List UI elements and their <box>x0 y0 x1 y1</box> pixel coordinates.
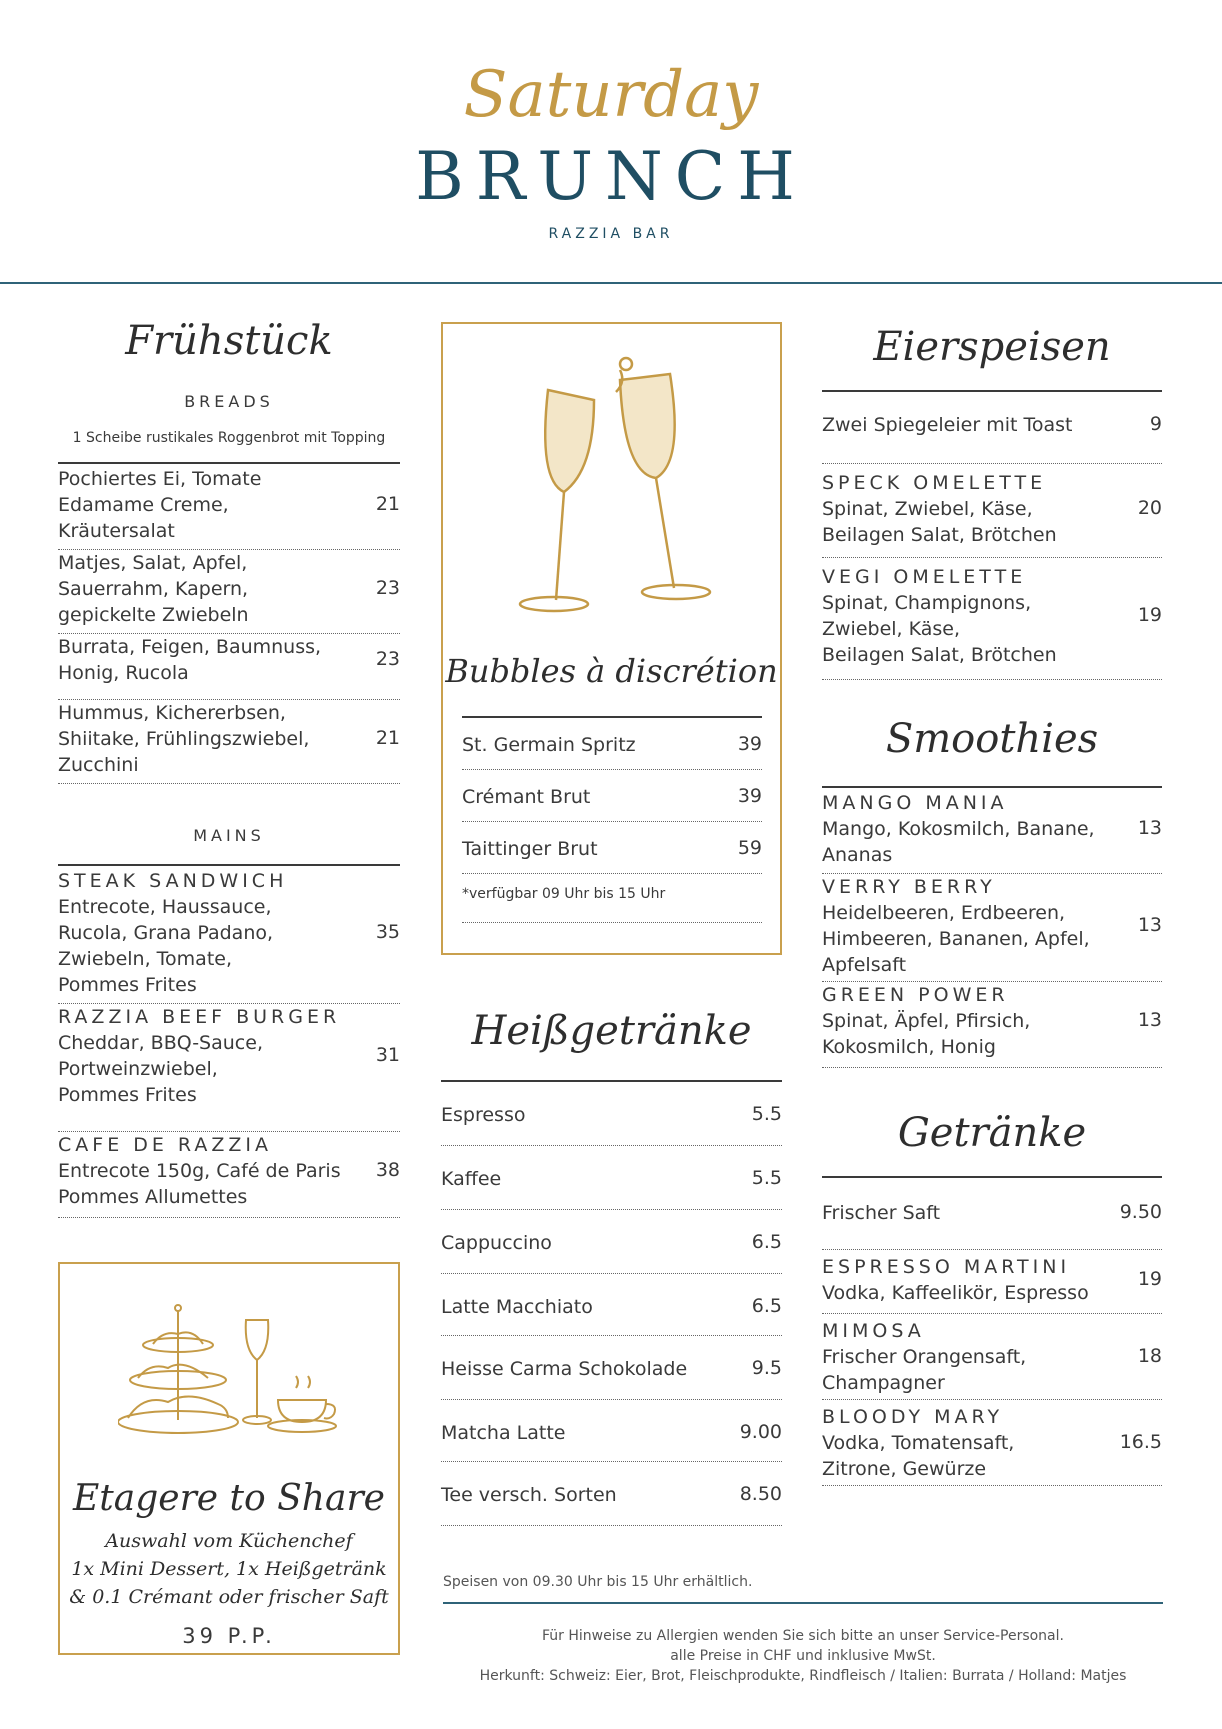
bubbles-item <box>462 770 762 822</box>
getraenke-item-text: Zitrone, Gewürze <box>822 1458 987 1480</box>
breads-item-text: Honig, Rucola <box>58 662 189 684</box>
eier-item-price: 20 <box>1137 497 1162 519</box>
breads-note: 1 Scheibe rustikales Roggenbrot mit Topping <box>72 430 386 446</box>
getraenke-divider <box>822 1176 1162 1178</box>
breads-item-text: Burrata, Feigen, Baumnuss, <box>58 636 322 658</box>
bubbles-note-divider <box>462 922 762 923</box>
getraenke-item-text: Vodka, Kaffeelikör, Espresso <box>822 1282 1089 1304</box>
etagere-heading: Etagere to Share <box>73 1478 385 1519</box>
eier-item-text: Beilagen Salat, Brötchen <box>822 644 1057 666</box>
bubbles-item-price: 59 <box>737 837 762 859</box>
heiss-item-text: Espresso <box>441 1104 526 1126</box>
bubbles-item-text: Taittinger Brut <box>462 838 598 860</box>
eier-item-text: Beilagen Salat, Brötchen <box>822 524 1057 546</box>
etagere-line-1: Auswahl vom Küchenchef <box>105 1530 353 1552</box>
header-script-title: Saturday <box>463 58 759 132</box>
eier-item-name: SPECK OMELETTE <box>822 472 1047 494</box>
mains-item-text: Pommes Frites <box>58 974 197 996</box>
smoothies-item-name: VERRY BERRY <box>822 876 996 898</box>
breads-item-price: 21 <box>375 493 400 515</box>
getraenke-item-price: 19 <box>1137 1268 1162 1290</box>
breads-item-text: Zucchini <box>58 754 139 776</box>
bubbles-item-price: 39 <box>737 785 762 807</box>
smoothies-item-price: 13 <box>1137 817 1162 839</box>
getraenke-heading: Getränke <box>897 1110 1087 1156</box>
header-divider <box>0 282 1222 284</box>
breads-item <box>58 700 400 784</box>
mains-item-text: Pommes Allumettes <box>58 1186 248 1208</box>
smoothies-item-text: Heidelbeeren, Erdbeeren, <box>822 902 1066 924</box>
mains-item-price: 31 <box>375 1044 400 1066</box>
getraenke-item-price: 9.50 <box>1119 1201 1162 1223</box>
heiss-item-text: Latte Macchiato <box>441 1296 593 1318</box>
heiss-item <box>441 1146 782 1210</box>
breads-divider <box>58 462 400 464</box>
fruehstueck-heading: Frühstück <box>125 318 333 364</box>
breads-item <box>58 550 400 634</box>
heiss-item-text: Heisse Carma Schokolade <box>441 1358 688 1380</box>
heiss-item-text: Matcha Latte <box>441 1422 566 1444</box>
eier-item-text: Zwei Spiegeleier mit Toast <box>822 414 1073 436</box>
eier-item-price: 9 <box>1149 413 1162 435</box>
getraenke-item-text: Frischer Orangensaft, <box>822 1346 1027 1368</box>
bubbles-item <box>462 822 762 874</box>
heiss-item-price: 5.5 <box>751 1103 782 1125</box>
header-subtitle: RAZZIA BAR <box>548 226 674 242</box>
mains-item-name: STEAK SANDWICH <box>58 870 288 892</box>
eier-item-name: VEGI OMELETTE <box>822 566 1027 588</box>
breads-item-text: Pochiertes Ei, Tomate <box>58 468 262 490</box>
smoothies-item-price: 13 <box>1137 914 1162 936</box>
breads-item-text: Matjes, Salat, Apfel, <box>58 552 248 574</box>
mains-item-text: Zwiebeln, Tomate, <box>58 948 233 970</box>
breads-item-price: 21 <box>375 727 400 749</box>
getraenke-item <box>822 1314 1162 1400</box>
smoothies-item-text: Apfelsaft <box>822 954 907 976</box>
getraenke-item-text: Champagner <box>822 1372 945 1394</box>
heiss-item <box>441 1210 782 1274</box>
breads-item-text: Hummus, Kichererbsen, <box>58 702 286 724</box>
mains-item-text: Rucola, Grana Padano, <box>58 922 274 944</box>
heiss-item <box>441 1336 782 1400</box>
getraenke-item <box>822 1250 1162 1314</box>
heiss-item-text: Tee versch. Sorten <box>441 1484 617 1506</box>
mains-item-text: Entrecote 150g, Café de Paris <box>58 1160 341 1182</box>
mains-divider <box>58 864 400 866</box>
heiss-item-text: Kaffee <box>441 1168 502 1190</box>
heiss-item <box>441 1400 782 1462</box>
heiss-heading: Heißgetränke <box>471 1008 752 1054</box>
breads-item-text: Shiitake, Frühlingszwiebel, <box>58 728 310 750</box>
footer-hours: Speisen von 09.30 Uhr bis 15 Uhr erhältlich. <box>443 1574 753 1590</box>
heiss-item <box>441 1274 782 1336</box>
eier-item <box>822 394 1162 464</box>
breads-item-text: Sauerrahm, Kapern, <box>58 578 249 600</box>
bubbles-item-text: St. Germain Spritz <box>462 734 636 756</box>
bubbles-item <box>462 720 762 770</box>
getraenke-item <box>822 1180 1162 1250</box>
heiss-item-price: 5.5 <box>751 1167 782 1189</box>
eier-item-text: Zwiebel, Käse, <box>822 618 961 640</box>
mains-item-text: Pommes Frites <box>58 1084 197 1106</box>
mains-item-price: 35 <box>375 921 400 943</box>
eier-item <box>822 558 1162 680</box>
footer-line-3: Herkunft: Schweiz: Eier, Brot, Fleischprodukte, Rindfleisch / Italien: Burrata / Holland: Matjes <box>479 1668 1127 1684</box>
heiss-item <box>441 1084 782 1146</box>
eier-item-text: Spinat, Champignons, <box>822 592 1032 614</box>
smoothies-item-text: Mango, Kokosmilch, Banane, <box>822 818 1095 840</box>
heiss-divider <box>441 1080 782 1082</box>
etagere-line-2: 1x Mini Dessert, 1x Heißgetränk <box>71 1558 387 1580</box>
breads-item-price: 23 <box>375 577 400 599</box>
heiss-item-price: 6.5 <box>751 1231 782 1253</box>
smoothies-heading: Smoothies <box>885 716 1099 762</box>
heiss-item-price: 9.00 <box>739 1421 782 1443</box>
heiss-item <box>441 1462 782 1526</box>
mains-item-price: 38 <box>375 1159 400 1181</box>
smoothies-item <box>822 982 1162 1068</box>
mains-item <box>58 1132 400 1218</box>
eier-item <box>822 464 1162 558</box>
getraenke-item-name: ESPRESSO MARTINI <box>822 1256 1071 1278</box>
mains-item <box>58 1004 400 1132</box>
footer-divider <box>443 1602 1163 1604</box>
heiss-item-price: 9.5 <box>751 1357 782 1379</box>
breads-item-price: 23 <box>375 648 400 670</box>
heiss-item-price: 8.50 <box>739 1483 782 1505</box>
heiss-item-text: Cappuccino <box>441 1232 552 1254</box>
etagere-line-3: & 0.1 Crémant oder frischer Saft <box>69 1586 389 1608</box>
breads-label: BREADS <box>184 392 274 411</box>
getraenke-item-name: MIMOSA <box>822 1320 925 1342</box>
smoothies-item-name: MANGO MANIA <box>822 792 1008 814</box>
mains-item-text: Cheddar, BBQ-Sauce, <box>58 1032 263 1054</box>
mains-item-text: Portweinzwiebel, <box>58 1058 218 1080</box>
smoothies-item <box>822 790 1162 874</box>
footer-line-1: Für Hinweise zu Allergien wenden Sie sich bitte an unser Service-Personal. <box>542 1628 1064 1644</box>
getraenke-item-price: 16.5 <box>1119 1431 1162 1453</box>
getraenke-item-text: Vodka, Tomatensaft, <box>822 1432 1015 1454</box>
header-title: BRUNCH <box>415 138 807 215</box>
smoothies-item-text: Himbeeren, Bananen, Apfel, <box>822 928 1090 950</box>
getraenke-item-name: BLOODY MARY <box>822 1406 1004 1428</box>
mains-label: MAINS <box>193 826 265 845</box>
mains-item-name: RAZZIA BEEF BURGER <box>58 1006 341 1028</box>
eier-item-text: Spinat, Zwiebel, Käse, <box>822 498 1033 520</box>
mains-item <box>58 868 400 1004</box>
getraenke-item <box>822 1400 1162 1486</box>
bubbles-divider <box>462 716 762 718</box>
smoothies-item-text: Spinat, Äpfel, Pfirsich, <box>822 1010 1031 1032</box>
breads-item-text: Edamame Creme, <box>58 494 229 516</box>
smoothies-item <box>822 874 1162 982</box>
breads-item <box>58 466 400 550</box>
mains-item-name: CAFE DE RAZZIA <box>58 1134 272 1156</box>
eier-heading: Eierspeisen <box>873 324 1111 370</box>
footer-line-2: alle Preise in CHF und inklusive MwSt. <box>670 1648 936 1664</box>
getraenke-item-text: Frischer Saft <box>822 1202 941 1224</box>
smoothies-item-price: 13 <box>1137 1009 1162 1031</box>
smoothies-item-text: Kokosmilch, Honig <box>822 1036 996 1058</box>
breads-item-text: gepickelte Zwiebeln <box>58 604 249 626</box>
champagne-glasses-illustration <box>500 350 730 630</box>
getraenke-item-price: 18 <box>1137 1345 1162 1367</box>
smoothies-divider <box>822 786 1162 788</box>
bubbles-note: *verfügbar 09 Uhr bis 15 Uhr <box>462 886 666 902</box>
bubbles-heading: Bubbles à discrétion <box>445 652 778 690</box>
eier-item-price: 19 <box>1137 604 1162 626</box>
breads-item <box>58 634 400 700</box>
breads-item-text: Kräutersalat <box>58 520 175 542</box>
etagere-illustration <box>118 1300 348 1450</box>
etagere-price: 39 P.P. <box>182 1624 276 1648</box>
smoothies-item-name: GREEN POWER <box>822 984 1009 1006</box>
heiss-item-price: 6.5 <box>751 1295 782 1317</box>
smoothies-item-text: Ananas <box>822 844 893 866</box>
bubbles-item-price: 39 <box>737 733 762 755</box>
mains-item-text: Entrecote, Haussauce, <box>58 896 272 918</box>
eier-divider <box>822 390 1162 392</box>
bubbles-item-text: Crémant Brut <box>462 786 591 808</box>
